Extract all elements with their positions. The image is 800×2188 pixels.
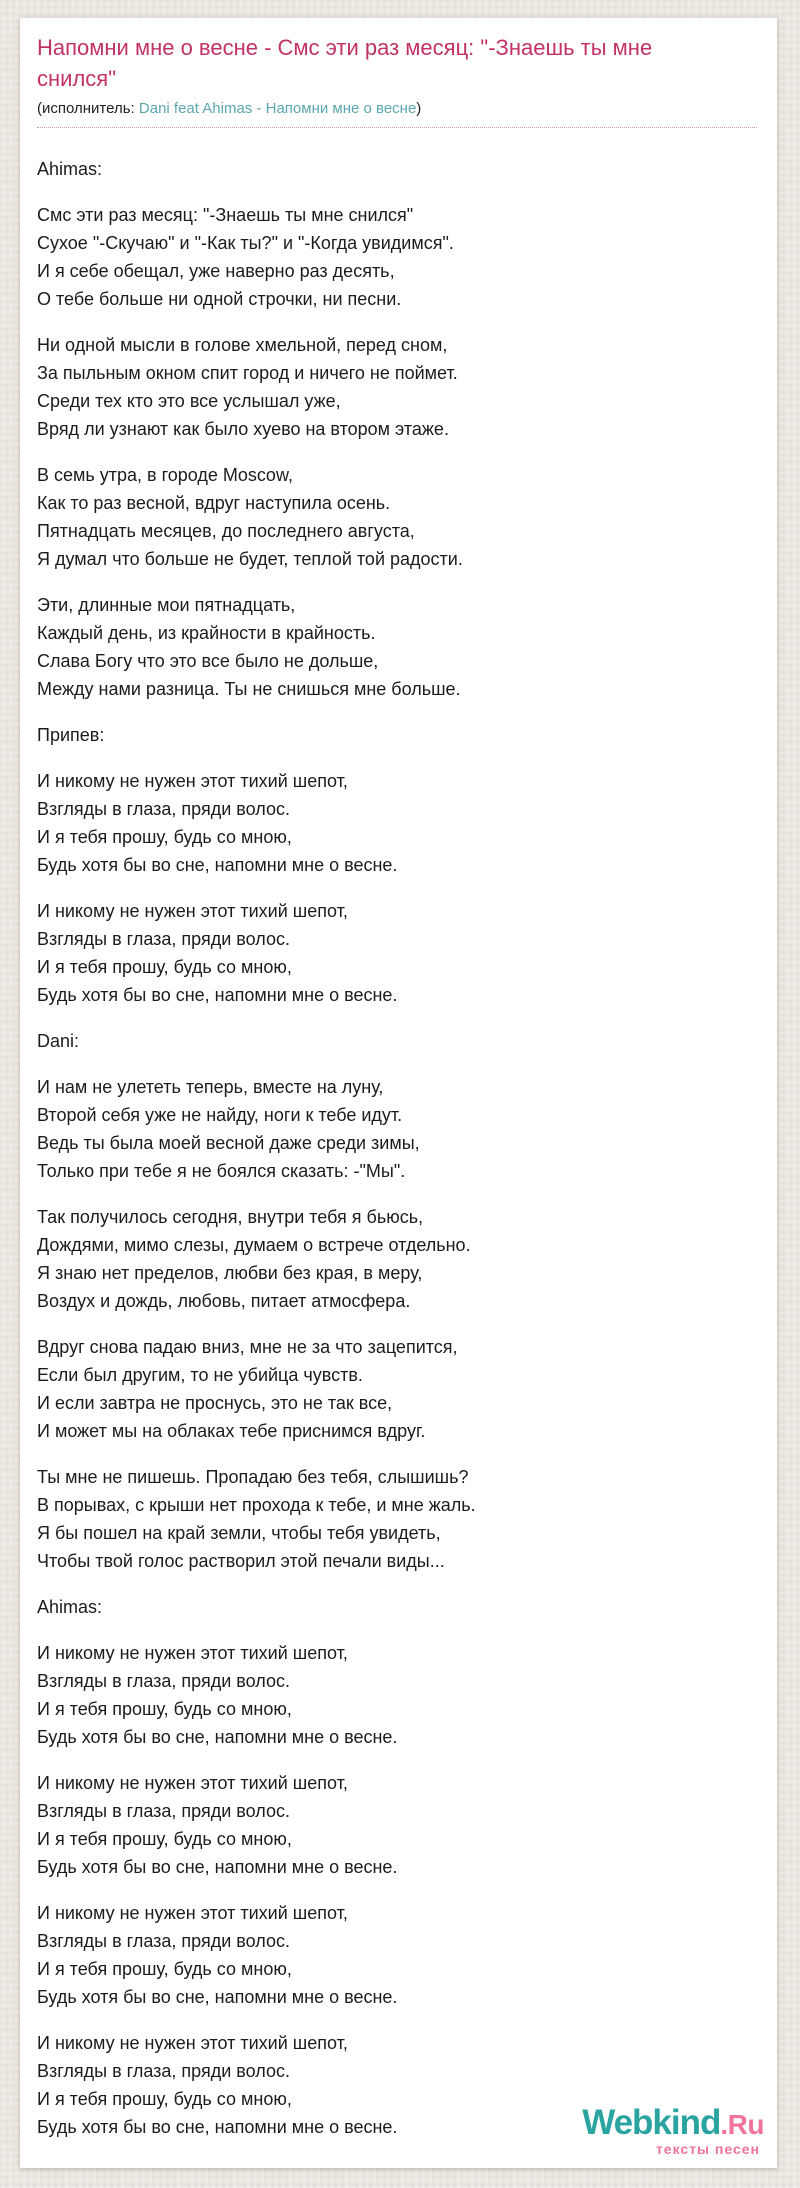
lyrics-line: Я бы пошел на край земли, чтобы тебя увидеть, <box>37 1523 441 1543</box>
webkind-logo-row <box>582 2105 764 2140</box>
lyrics-stanza <box>37 591 757 703</box>
lyrics-stanza <box>37 1769 757 1881</box>
lyrics-line: И я себе обещал, уже наверно раз десять, <box>37 261 395 281</box>
artist-line <box>37 99 757 128</box>
page-title: Напомни мне о весне - Смс эти раз месяц: "-Знаешь ты мне снился" <box>37 35 653 91</box>
lyrics-line: Ведь ты была моей весной даже среди зимы, <box>37 1133 420 1153</box>
lyrics-line: Воздух и дождь, любовь, питает атмосфера. <box>37 1291 411 1311</box>
lyrics-line: Эти, длинные мои пятнадцать, <box>37 595 296 615</box>
lyrics-stanza <box>37 1899 757 2011</box>
lyrics-stanza <box>37 767 757 879</box>
webkind-logo-main: Webkind <box>582 2103 721 2142</box>
lyrics-line: В семь утра, в городе Moscow, <box>37 465 293 485</box>
lyrics-line: И если завтра не проснусь, это не так все, <box>37 1393 393 1413</box>
lyrics-line: Смс эти раз месяц: "-Знаешь ты мне снился" <box>37 205 414 225</box>
lyrics-line: И никому не нужен этот тихий шепот, <box>37 1773 348 1793</box>
lyrics-line: Взгляды в глаза, пряди волос. <box>37 929 290 949</box>
lyrics-stanza <box>37 1639 757 1751</box>
lyrics-line: Если был другим, то не убийца чувств. <box>37 1365 363 1385</box>
lyrics-stanza <box>37 201 757 313</box>
content-panel <box>20 18 777 2168</box>
lyrics-line: О тебе больше ни одной строчки, ни песни. <box>37 289 402 309</box>
lyrics-text <box>37 155 757 2141</box>
lyrics-stanza <box>37 1463 757 1575</box>
webkind-logo-suffix: .Ru <box>720 2109 764 2140</box>
lyrics-line: Ahimas: <box>37 159 103 179</box>
artist-prefix: (исполнитель: <box>37 100 135 117</box>
lyrics-line: За пыльным окном спит город и ничего не поймет. <box>37 363 458 383</box>
lyrics-line: Между нами разница. Ты не снишься мне больше. <box>37 679 461 699</box>
lyrics-line: Ни одной мысли в голове хмельной, перед сном, <box>37 335 448 355</box>
lyrics-stanza <box>37 1073 757 1185</box>
lyrics-line: Взгляды в глаза, пряди волос. <box>37 799 290 819</box>
lyrics-stanza <box>37 461 757 573</box>
speaker-label <box>37 1027 757 1055</box>
webkind-logo[interactable] <box>582 2105 764 2156</box>
lyrics-line: Ты мне не пишешь. Пропадаю без тебя, слышишь? <box>37 1467 469 1487</box>
lyrics-line: И я тебя прошу, будь со мною, <box>37 1829 292 1849</box>
speaker-label <box>37 721 757 749</box>
lyrics-line: Чтобы твой голос растворил этой печали виды... <box>37 1551 445 1571</box>
lyrics-line: Среди тех кто это все услышал уже, <box>37 391 341 411</box>
lyrics-line: Будь хотя бы во сне, напомни мне о весне. <box>37 1987 398 2007</box>
lyrics-line: Взгляды в глаза, пряди волос. <box>37 2061 290 2081</box>
lyrics-line: Взгляды в глаза, пряди волос. <box>37 1671 290 1691</box>
speaker-label <box>37 1593 757 1621</box>
lyrics-line: Каждый день, из крайности в крайность. <box>37 623 376 643</box>
lyrics-line: Будь хотя бы во сне, напомни мне о весне. <box>37 2117 398 2137</box>
lyrics-line: Будь хотя бы во сне, напомни мне о весне. <box>37 1857 398 1877</box>
lyrics-line: Сухое "-Скучаю" и "-Как ты?" и "-Когда увидимся". <box>37 233 454 253</box>
lyrics-line: И никому не нужен этот тихий шепот, <box>37 2033 348 2053</box>
lyrics-line: И я тебя прошу, будь со мною, <box>37 2089 292 2109</box>
lyrics-line: И никому не нужен этот тихий шепот, <box>37 771 348 791</box>
lyrics-line: И я тебя прошу, будь со мною, <box>37 1959 292 1979</box>
lyrics-line: Ahimas: <box>37 1597 103 1617</box>
speaker-label <box>37 155 757 183</box>
lyrics-stanza <box>37 331 757 443</box>
header <box>37 32 757 128</box>
lyrics-line: И никому не нужен этот тихий шепот, <box>37 1643 348 1663</box>
lyrics-line: Вряд ли узнают как было хуево на втором этаже. <box>37 419 449 439</box>
lyrics-line: Взгляды в глаза, пряди волос. <box>37 1801 290 1821</box>
lyrics-line: Так получилось сегодня, внутри тебя я бьюсь, <box>37 1207 424 1227</box>
lyrics-line: Вдруг снова падаю вниз, мне не за что зацепится, <box>37 1337 458 1357</box>
lyrics-line: Будь хотя бы во сне, напомни мне о весне. <box>37 855 398 875</box>
lyrics-line: И может мы на облаках тебе приснимся вдруг. <box>37 1421 426 1441</box>
lyrics-line: Только при тебе я не боялся сказать: -"Мы". <box>37 1161 406 1181</box>
lyrics-line: Будь хотя бы во сне, напомни мне о весне. <box>37 1727 398 1747</box>
artist-link[interactable]: Dani feat Ahimas - Напомни мне о весне <box>138 100 417 117</box>
lyrics-line: Припев: <box>37 725 105 745</box>
lyrics-line: Будь хотя бы во сне, напомни мне о весне. <box>37 985 398 1005</box>
lyrics-line: Взгляды в глаза, пряди волос. <box>37 1931 290 1951</box>
lyrics-line: И я тебя прошу, будь со мною, <box>37 827 292 847</box>
lyrics-line: Я знаю нет пределов, любви без края, в меру, <box>37 1263 423 1283</box>
lyrics-line: В порывах, с крыши нет прохода к тебе, и мне жаль. <box>37 1495 476 1515</box>
lyrics-line: И нам не улететь теперь, вместе на луну, <box>37 1077 384 1097</box>
lyrics-stanza <box>37 897 757 1009</box>
lyrics-stanza <box>37 1333 757 1445</box>
webkind-logo-tagline: тексты песен <box>655 2141 760 2157</box>
lyrics-stanza <box>37 1203 757 1315</box>
artist-suffix: ) <box>416 100 422 117</box>
lyrics-line: Пятнадцать месяцев, до последнего августа, <box>37 521 415 541</box>
lyrics-line: Я думал что больше не будет, теплой той радости. <box>37 549 463 569</box>
lyrics-line: И никому не нужен этот тихий шепот, <box>37 1903 348 1923</box>
lyrics-line: Дождями, мимо слезы, думаем о встрече отдельно. <box>37 1235 471 1255</box>
lyrics-line: Второй себя уже не найду, ноги к тебе идут. <box>37 1105 403 1125</box>
lyrics-line: Как то раз весной, вдруг наступила осень. <box>37 493 391 513</box>
lyrics-line: И я тебя прошу, будь со мною, <box>37 957 292 977</box>
lyrics-line: Слава Богу что это все было не дольше, <box>37 651 379 671</box>
lyrics-line: Dani: <box>37 1031 80 1051</box>
lyrics-line: И никому не нужен этот тихий шепот, <box>37 901 348 921</box>
lyrics-line: И я тебя прошу, будь со мною, <box>37 1699 292 1719</box>
